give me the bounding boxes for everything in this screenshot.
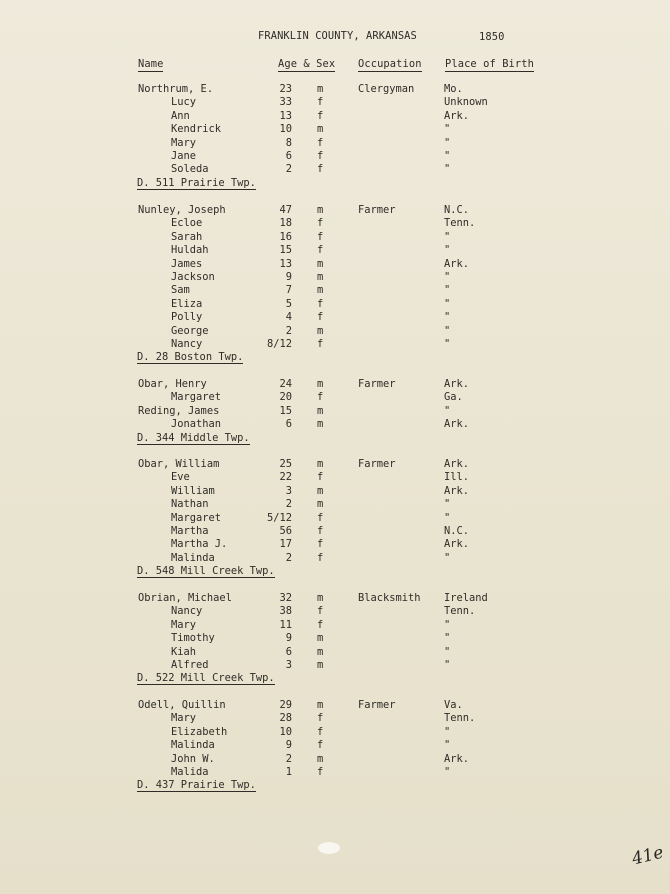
person-sex: f	[317, 338, 324, 350]
member-row	[0, 244, 670, 257]
person-occupation: Blacksmith	[358, 592, 421, 604]
person-place-of-birth: "	[444, 551, 451, 564]
person-age: 38	[279, 605, 292, 618]
member-row	[0, 498, 670, 511]
member-row	[0, 525, 670, 538]
person-place-of-birth: "	[444, 338, 451, 350]
head-of-household-row	[0, 204, 670, 217]
person-name: Timothy	[171, 632, 215, 645]
member-row	[0, 123, 670, 136]
person-place-of-birth: "	[444, 659, 451, 671]
person-age: 4	[285, 311, 292, 324]
person-sex: f	[317, 618, 324, 631]
person-sex: f	[317, 297, 324, 310]
person-sex: f	[317, 244, 324, 257]
person-age: 2	[285, 551, 292, 564]
person-age: 3	[285, 659, 292, 671]
person-age: 9	[285, 739, 292, 752]
member-row	[0, 726, 670, 739]
person-age: 13	[279, 257, 292, 270]
person-place-of-birth: "	[444, 498, 451, 511]
member-row	[0, 258, 670, 271]
person-name: Elizabeth	[171, 725, 228, 738]
column-header-name: Name	[138, 58, 164, 70]
person-place-of-birth: Ireland	[444, 592, 488, 604]
person-place-of-birth: "	[444, 230, 451, 243]
person-name: Mary	[171, 618, 197, 631]
member-row	[0, 311, 670, 324]
person-place-of-birth: Mo.	[444, 83, 463, 95]
person-sex: m	[317, 284, 324, 297]
member-row	[0, 485, 670, 498]
person-occupation: Clergyman	[358, 83, 415, 95]
person-age: 23	[279, 83, 292, 95]
member-row	[0, 96, 670, 109]
person-name: Huldah	[171, 244, 209, 257]
person-age: 6	[285, 418, 292, 431]
person-name: Alfred	[171, 659, 209, 671]
person-sex: m	[317, 752, 324, 765]
person-age: 5/12	[266, 511, 292, 524]
person-age: 10	[279, 123, 292, 136]
person-place-of-birth: Tenn.	[444, 605, 476, 618]
person-age: 6	[285, 645, 292, 658]
census-year: 1850	[479, 31, 505, 43]
person-place-of-birth: "	[444, 297, 451, 310]
member-row	[0, 418, 670, 431]
person-place-of-birth: "	[444, 163, 451, 176]
person-sex: f	[317, 163, 324, 176]
column-header-occupation: Occupation	[358, 58, 422, 70]
member-row	[0, 712, 670, 725]
person-age: 22	[279, 471, 292, 484]
person-place-of-birth: Tenn.	[444, 712, 476, 725]
person-place-of-birth: Ark.	[444, 538, 470, 551]
person-sex: f	[317, 311, 324, 324]
person-name: Nunley, Joseph	[138, 204, 226, 216]
person-name: Lucy	[171, 96, 197, 109]
person-sex: f	[317, 551, 324, 564]
dwelling-reference: D. 28 Boston Twp.	[137, 351, 244, 364]
member-row	[0, 163, 670, 176]
person-name: James	[171, 257, 203, 270]
member-row	[0, 766, 670, 779]
member-row	[0, 659, 670, 672]
person-sex: f	[317, 217, 324, 230]
person-sex: f	[317, 109, 324, 122]
member-row	[0, 605, 670, 618]
person-place-of-birth: N.C.	[444, 204, 470, 216]
member-row	[0, 325, 670, 338]
member-row	[0, 619, 670, 632]
person-place-of-birth: "	[444, 645, 451, 658]
dwelling-reference: D. 511 Prairie Twp.	[137, 176, 256, 189]
member-row	[0, 217, 670, 230]
person-name: Malinda	[171, 739, 215, 752]
person-age: 2	[285, 498, 292, 511]
head-of-household-row	[0, 458, 670, 471]
person-name: Eliza	[171, 297, 203, 310]
member-row	[0, 632, 670, 645]
person-sex: m	[317, 699, 324, 711]
dwelling-reference: D. 344 Middle Twp.	[137, 431, 250, 444]
person-place-of-birth: Ark.	[444, 418, 470, 431]
person-sex: m	[317, 484, 324, 497]
person-sex: f	[317, 739, 324, 752]
person-place-of-birth: "	[444, 739, 451, 752]
person-place-of-birth: "	[444, 511, 451, 524]
person-name: Obrian, Michael	[138, 592, 232, 604]
member-row	[0, 298, 670, 311]
head-of-household-row	[0, 699, 670, 712]
member-row	[0, 231, 670, 244]
person-place-of-birth: "	[444, 136, 451, 149]
person-sex: m	[317, 123, 324, 136]
person-sex: m	[317, 645, 324, 658]
person-place-of-birth: Tenn.	[444, 217, 476, 230]
person-name: Martha	[171, 525, 209, 537]
person-sex: m	[317, 458, 324, 470]
person-name: Sam	[171, 284, 190, 297]
person-age: 28	[279, 712, 292, 725]
person-sex: m	[317, 204, 324, 216]
person-name: Nathan	[171, 498, 209, 511]
person-age: 5	[285, 297, 292, 310]
person-name: Jackson	[171, 271, 215, 283]
person-occupation: Farmer	[358, 458, 396, 470]
member-row	[0, 646, 670, 659]
person-sex: m	[317, 632, 324, 645]
head-of-household-row	[0, 592, 670, 605]
person-name: John W.	[171, 752, 215, 765]
member-row	[0, 110, 670, 123]
person-sex: m	[317, 418, 324, 431]
person-age: 47	[279, 204, 292, 216]
person-age: 16	[279, 230, 292, 243]
person-name: Ecloe	[171, 217, 203, 230]
member-row	[0, 338, 670, 351]
person-sex: f	[317, 471, 324, 484]
member-row	[0, 391, 670, 404]
person-age: 15	[279, 404, 292, 417]
person-sex: m	[317, 592, 324, 604]
person-sex: m	[317, 659, 324, 671]
person-name: Obar, Henry	[138, 378, 207, 390]
person-age: 2	[285, 163, 292, 176]
person-sex: f	[317, 725, 324, 738]
person-age: 6	[285, 150, 292, 162]
person-age: 18	[279, 217, 292, 230]
punch-hole	[318, 842, 340, 854]
member-row	[0, 271, 670, 284]
person-name: Reding, James	[138, 404, 220, 417]
person-occupation: Farmer	[358, 204, 396, 216]
person-sex: f	[317, 766, 324, 778]
person-place-of-birth: "	[444, 150, 451, 162]
person-name: Margaret	[171, 511, 222, 524]
person-place-of-birth: "	[444, 244, 451, 257]
head-of-household-row	[0, 83, 670, 96]
person-age: 56	[279, 525, 292, 537]
person-sex: m	[317, 257, 324, 270]
person-name: Mary	[171, 712, 197, 725]
person-sex: f	[317, 230, 324, 243]
person-name: Ann	[171, 109, 190, 122]
person-sex: f	[317, 96, 324, 109]
person-place-of-birth: "	[444, 632, 451, 645]
person-place-of-birth: N.C.	[444, 525, 470, 537]
person-name: William	[171, 484, 215, 497]
person-name: George	[171, 324, 209, 337]
person-sex: f	[317, 150, 324, 162]
person-name: Margaret	[171, 391, 222, 404]
person-sex: m	[317, 404, 324, 417]
dwelling-reference: D. 437 Prairie Twp.	[137, 779, 256, 792]
person-age: 32	[279, 592, 292, 604]
person-age: 20	[279, 391, 292, 404]
person-sex: f	[317, 525, 324, 537]
person-name: Jonathan	[171, 418, 222, 431]
member-row	[0, 538, 670, 551]
person-name: Obar, William	[138, 458, 220, 470]
person-occupation: Farmer	[358, 378, 396, 390]
column-header-age-sex: Age & Sex	[278, 58, 336, 70]
column-header-place-of-birth: Place of Birth	[445, 58, 534, 70]
person-name: Jane	[171, 150, 197, 162]
person-name: Eve	[171, 471, 190, 484]
person-name: Kendrick	[171, 123, 222, 136]
person-age: 9	[285, 271, 292, 283]
person-age: 7	[285, 284, 292, 297]
person-name: Sarah	[171, 230, 203, 243]
dwelling-reference: D. 522 Mill Creek Twp.	[137, 672, 275, 685]
person-place-of-birth: "	[444, 766, 451, 778]
person-occupation: Farmer	[358, 699, 396, 711]
person-age: 9	[285, 632, 292, 645]
dwelling-reference: D. 548 Mill Creek Twp.	[137, 565, 275, 578]
person-name: Martha J.	[171, 538, 228, 551]
person-place-of-birth: "	[444, 311, 451, 324]
person-age: 29	[279, 699, 292, 711]
person-place-of-birth: Ga.	[444, 391, 463, 404]
member-row	[0, 739, 670, 752]
person-place-of-birth: Unknown	[444, 96, 488, 109]
person-place-of-birth: Va.	[444, 699, 463, 711]
person-age: 1	[285, 766, 292, 778]
person-place-of-birth: "	[444, 271, 451, 283]
person-name: Nancy	[171, 338, 203, 350]
person-name: Mary	[171, 136, 197, 149]
person-sex: f	[317, 136, 324, 149]
person-sex: m	[317, 324, 324, 337]
member-row	[0, 284, 670, 297]
person-place-of-birth: Ark.	[444, 378, 470, 390]
member-row	[0, 150, 670, 163]
person-age: 8	[285, 136, 292, 149]
person-place-of-birth: "	[444, 324, 451, 337]
person-age: 2	[285, 324, 292, 337]
person-sex: f	[317, 391, 324, 404]
person-name: Malinda	[171, 551, 215, 564]
person-age: 33	[279, 96, 292, 109]
person-age: 3	[285, 484, 292, 497]
person-place-of-birth: "	[444, 618, 451, 631]
person-sex: f	[317, 712, 324, 725]
head-of-household-row	[0, 378, 670, 391]
person-sex: m	[317, 83, 324, 95]
person-place-of-birth: Ill.	[444, 471, 470, 484]
member-row	[0, 552, 670, 565]
person-place-of-birth: Ark.	[444, 458, 470, 470]
person-age: 8/12	[266, 338, 292, 350]
member-row	[0, 405, 670, 418]
person-name: Northrum, E.	[138, 83, 214, 95]
person-sex: f	[317, 605, 324, 618]
person-sex: m	[317, 378, 324, 390]
member-row	[0, 512, 670, 525]
person-sex: f	[317, 538, 324, 551]
person-place-of-birth: "	[444, 284, 451, 297]
member-row	[0, 137, 670, 150]
person-place-of-birth: Ark.	[444, 109, 470, 122]
person-place-of-birth: Ark.	[444, 257, 470, 270]
person-age: 13	[279, 109, 292, 122]
person-name: Nancy	[171, 605, 203, 618]
handwritten-page-number: 41e	[630, 842, 666, 870]
person-sex: m	[317, 271, 324, 283]
person-age: 2	[285, 752, 292, 765]
person-place-of-birth: Ark.	[444, 752, 470, 765]
person-place-of-birth: Ark.	[444, 484, 470, 497]
person-name: Malida	[171, 766, 209, 778]
person-sex: f	[317, 511, 324, 524]
person-age: 11	[279, 618, 292, 631]
person-name: Soleda	[171, 163, 209, 176]
person-sex: m	[317, 498, 324, 511]
person-age: 15	[279, 244, 292, 257]
member-row	[0, 471, 670, 484]
person-name: Odell, Quillin	[138, 699, 226, 711]
page-title: FRANKLIN COUNTY, ARKANSAS	[258, 30, 417, 42]
person-place-of-birth: "	[444, 123, 451, 136]
person-name: Polly	[171, 311, 203, 324]
member-row	[0, 753, 670, 766]
person-age: 10	[279, 725, 292, 738]
person-age: 17	[279, 538, 292, 551]
person-name: Kiah	[171, 645, 197, 658]
person-age: 25	[279, 458, 292, 470]
person-place-of-birth: "	[444, 404, 451, 417]
person-age: 24	[279, 378, 292, 390]
person-place-of-birth: "	[444, 725, 451, 738]
